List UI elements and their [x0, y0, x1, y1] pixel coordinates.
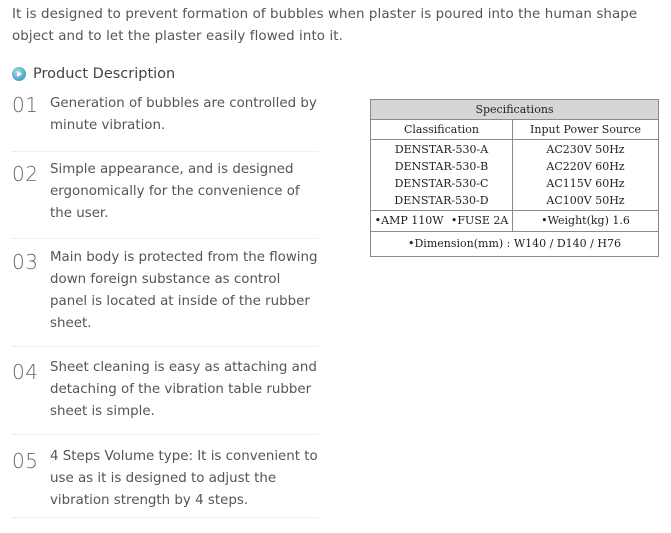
intro-text: It is designed to prevent formation of bubbles when plaster is poured into the human shape object and to let the plaster easily flowed into it.: [12, 7, 638, 44]
col-power: Input Power Source: [530, 123, 641, 136]
spec-extras-row: [371, 211, 658, 232]
col-classification: Classification: [371, 120, 513, 139]
feature-item: [12, 93, 318, 152]
feature-item: [12, 247, 318, 347]
feature-number: 01: [12, 93, 39, 117]
spec-title: Specifications: [371, 100, 658, 120]
feature-text: Simple appearance, and is designed ergonomically for the convenience of the user.: [50, 162, 300, 221]
amp-value: •AMP 110W: [374, 214, 444, 227]
feature-number: 05: [12, 449, 39, 473]
feature-item: [12, 357, 318, 435]
dimension-value: •Dimension(mm) : W140 / D140 / H76: [408, 237, 621, 250]
spec-models-row: [371, 140, 658, 211]
feature-text: Main body is protected from the flowing down foreign substance as control panel is located at inside of the rubber sheet.: [50, 250, 318, 331]
model-power: AC100V 50Hz: [546, 194, 625, 207]
model-power: AC220V 60Hz: [546, 160, 625, 173]
section-title: [12, 66, 175, 82]
spec-header-row: [371, 120, 658, 140]
model-power: AC115V 60Hz: [546, 177, 625, 190]
section-title-label: Product Description: [33, 66, 176, 82]
feature-text: Generation of bubbles are controlled by minute vibration.: [50, 96, 317, 133]
feature-number: 02: [12, 162, 39, 186]
feature-item: [12, 446, 318, 518]
model-name: DENSTAR-530-B: [394, 160, 489, 173]
model-name: DENSTAR-530-C: [394, 177, 489, 190]
specifications-table: [370, 99, 659, 257]
model-names: [371, 140, 513, 210]
model-power: AC230V 50Hz: [546, 143, 625, 156]
weight-value: •Weight(kg) 1.6: [541, 214, 630, 227]
feature-text: Sheet cleaning is easy as attaching and detaching of the vibration table rubber sheet is simple.: [50, 360, 317, 419]
model-name: DENSTAR-530-A: [394, 143, 489, 156]
feature-text: 4 Steps Volume type: It is convenient to use as it is designed to adjust the vibration strength by 4 steps.: [50, 449, 318, 508]
amp-fuse-cell: [371, 211, 513, 231]
model-powers: [513, 140, 658, 210]
fuse-value: •FUSE 2A: [450, 214, 509, 227]
arrow-bullet-icon: [12, 67, 26, 81]
feature-number: 03: [12, 250, 39, 274]
feature-number: 04: [12, 360, 39, 384]
feature-item: [12, 159, 318, 239]
model-name: DENSTAR-530-D: [394, 194, 489, 207]
